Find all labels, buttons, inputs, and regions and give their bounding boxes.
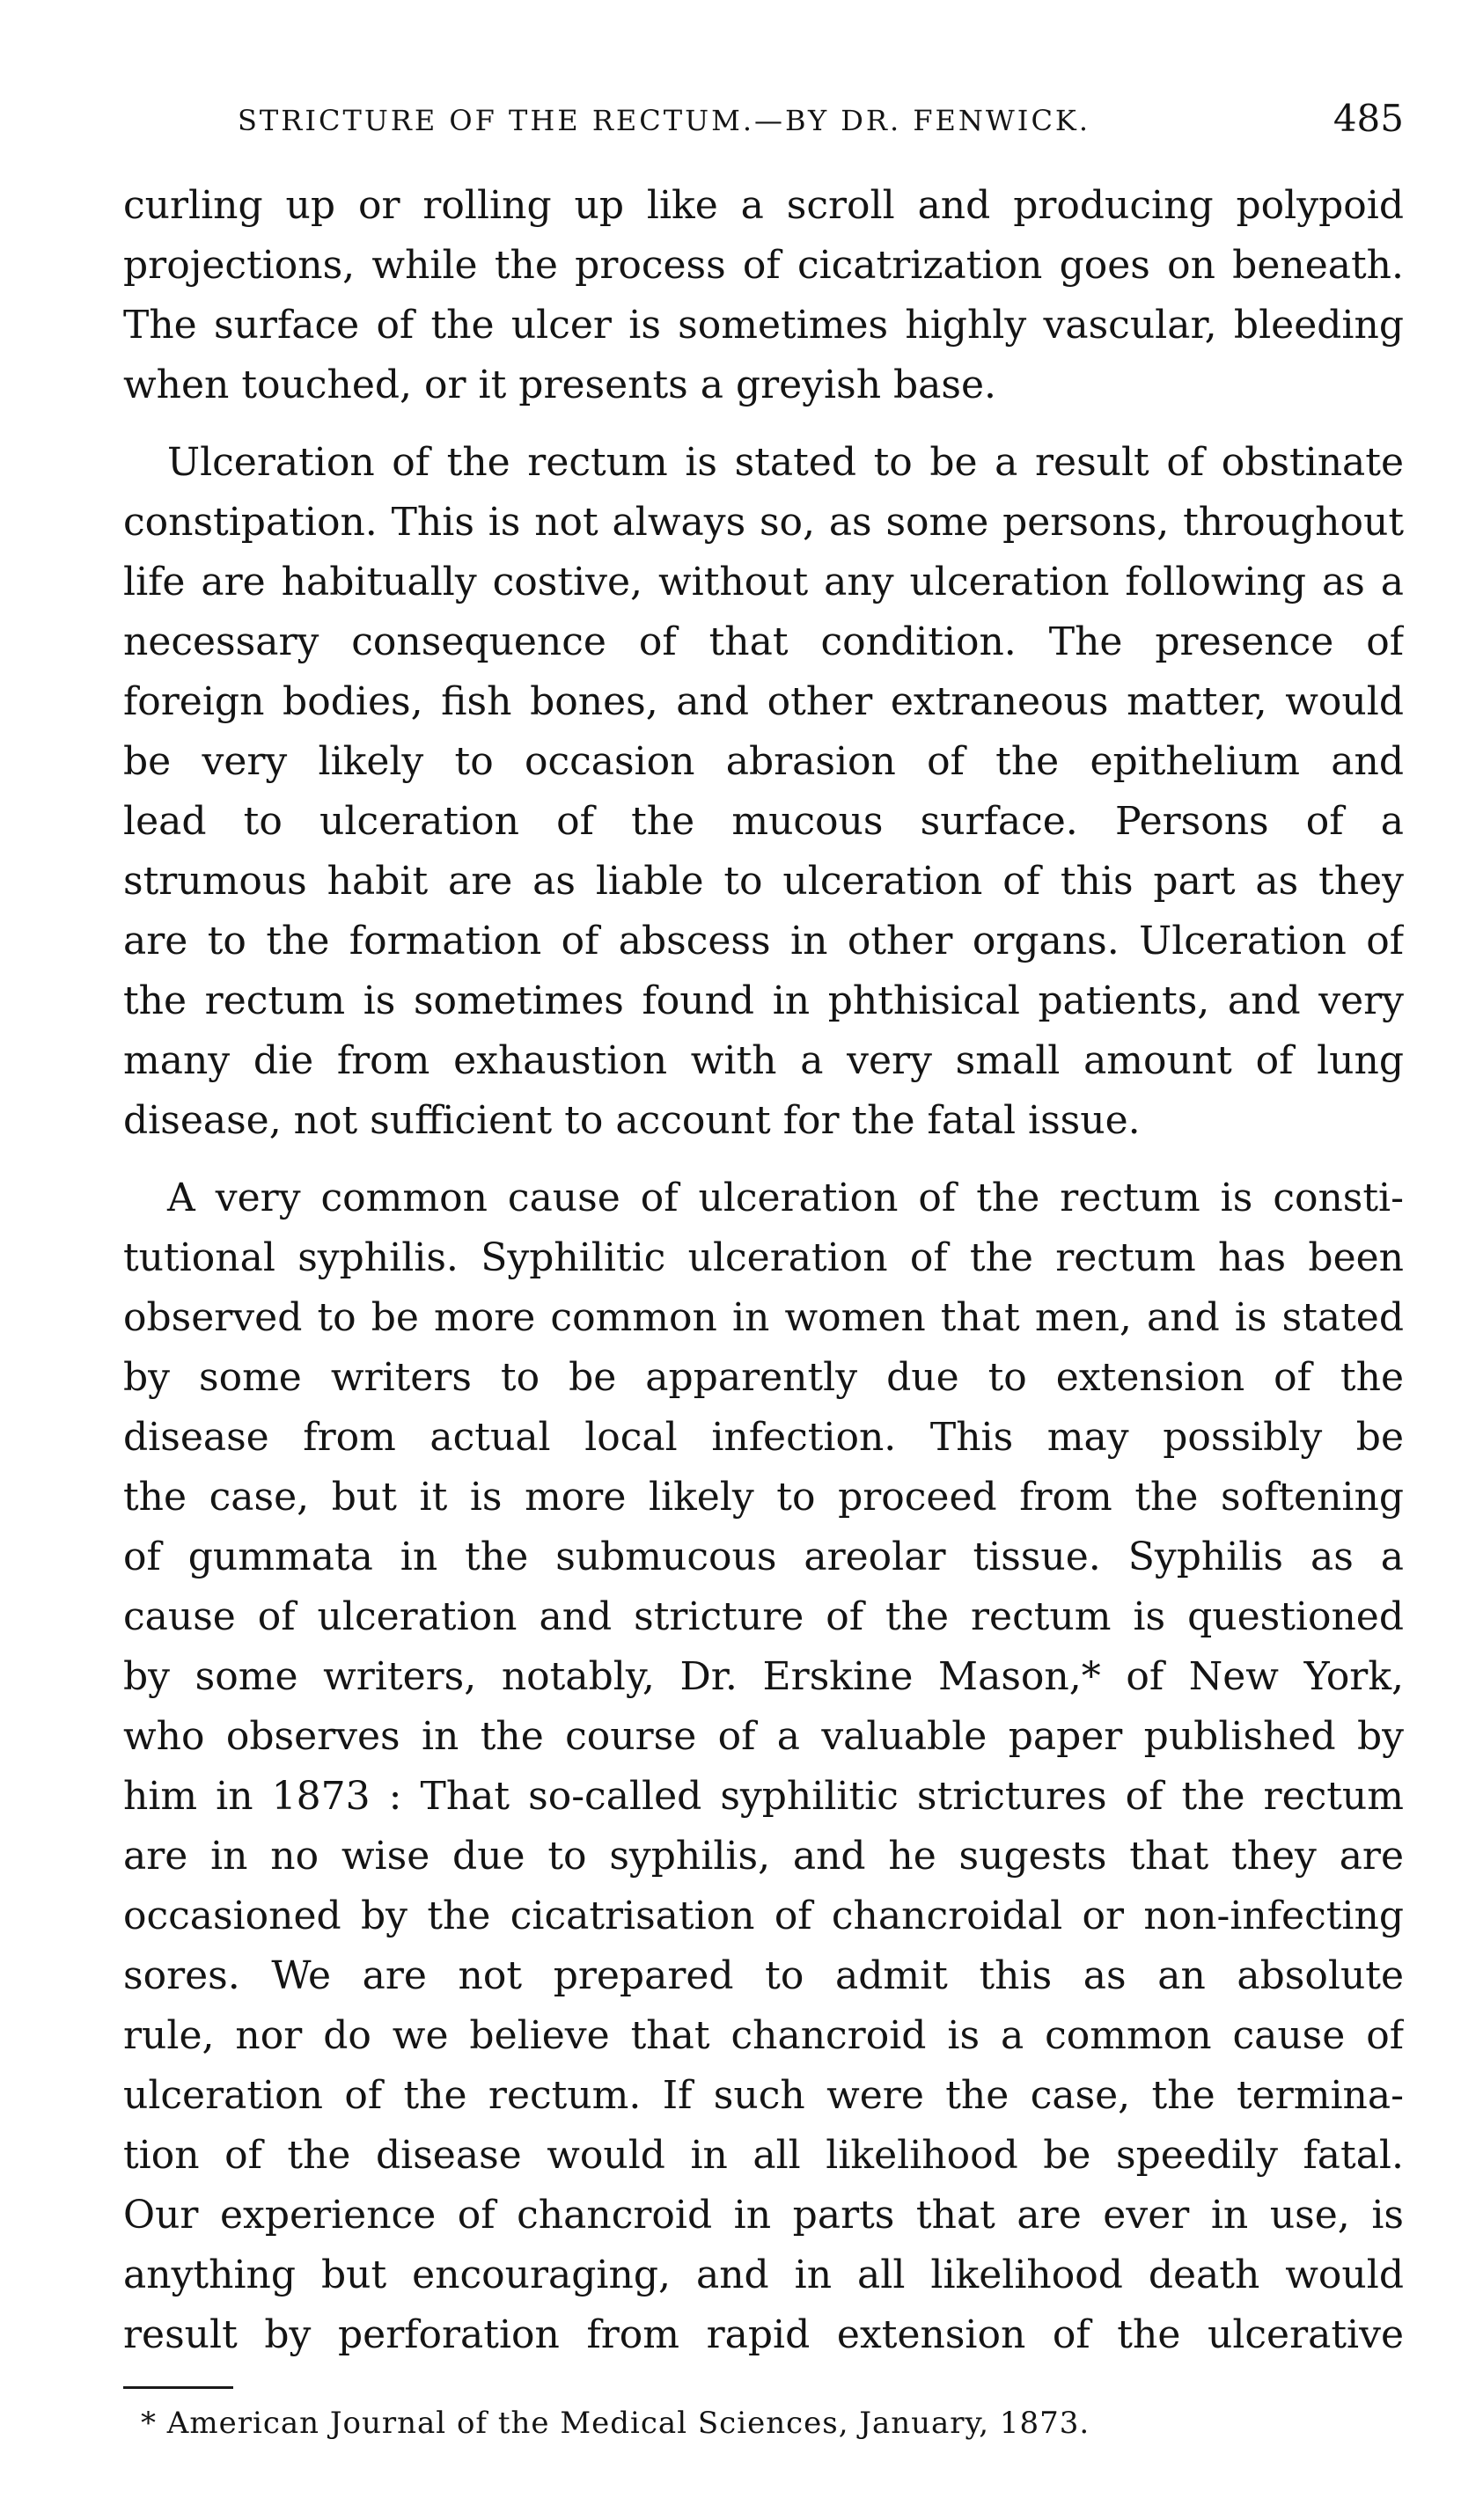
footnote-rule: [123, 2386, 233, 2389]
paragraph-3: [123, 1168, 1404, 2365]
text-line: result by perforation from rapid extension of the ulcerative: [123, 2312, 1404, 2357]
page-number: 485: [1332, 97, 1404, 140]
text-line: cause of ulceration and stricture of the rectum is questioned: [123, 1594, 1404, 1639]
text-line: by some writers, notably, Dr. Erskine Mason,* of New York,: [123, 1654, 1404, 1699]
text-line: of gummata in the submucous areolar tissue. Syphilis as a: [123, 1535, 1404, 1579]
text-line: by some writers to be apparently due to extension of the: [123, 1355, 1404, 1400]
text-line: The surface of the ulcer is sometimes highly vascular, bleeding: [123, 303, 1404, 348]
text-line: when touched, or it presents a greyish base.: [123, 363, 997, 407]
text-line: constipation. This is not always so, as some persons, throughout: [123, 500, 1404, 545]
text-line: curling up or rolling up like a scroll and producing polypoid: [123, 183, 1404, 228]
text-line: life are habitually costive, without any ulceration following as a: [123, 560, 1404, 604]
text-line: Our experience of chancroid in parts that are ever in use, is: [123, 2193, 1404, 2238]
text-line: him in 1873 : That so-called syphilitic strictures of the rectum: [123, 1774, 1404, 1819]
footnote: * American Journal of the Medical Sciences, January, 1873.: [141, 2406, 1090, 2441]
text-line: rule, nor do we believe that chancroid is a common cause of: [123, 2013, 1404, 2058]
text-line: Ulceration of the rectum is stated to be a result of obstinate: [167, 440, 1404, 485]
running-title: STRICTURE OF THE RECTUM.—BY DR. FENWICK.: [238, 104, 1090, 137]
text-line: observed to be more common in women that men, and is stated: [123, 1295, 1404, 1340]
text-line: who observes in the course of a valuable paper published by: [123, 1714, 1404, 1759]
text-line: be very likely to occasion abrasion of the epithelium and: [123, 739, 1404, 784]
text-line: are in no wise due to syphilis, and he sugests that they are: [123, 1834, 1404, 1879]
text-line: strumous habit are as liable to ulceration of this part as they: [123, 859, 1404, 904]
text-line: the rectum is sometimes found in phthisical patients, and very: [123, 978, 1404, 1023]
text-line: many die from exhaustion with a very small amount of lung: [123, 1038, 1404, 1083]
text-line: occasioned by the cicatrisation of chancroidal or non-infecting: [123, 1894, 1404, 1938]
text-line: lead to ulceration of the mucous surface. Persons of a: [123, 799, 1404, 844]
text-line: disease, not sufficient to account for the fatal issue.: [123, 1098, 1141, 1143]
text-line: ulceration of the rectum. If such were the case, the termina-: [123, 2073, 1404, 2118]
paragraph-1: [123, 176, 1404, 415]
text-line: projections, while the process of cicatrization goes on beneath.: [123, 243, 1404, 288]
text-line: necessary consequence of that condition. The presence of: [123, 619, 1404, 664]
running-head: [123, 97, 1404, 150]
body-text: [123, 176, 1404, 2383]
text-line: anything but encouraging, and in all likelihood death would: [123, 2253, 1404, 2297]
text-line: tutional syphilis. Syphilitic ulceration of the rectum has been: [123, 1235, 1404, 1280]
text-line: are to the formation of abscess in other organs. Ulceration of: [123, 919, 1404, 963]
paragraph-2: [123, 433, 1404, 1151]
text-line: tion of the disease would in all likelihood be speedily fatal.: [123, 2133, 1404, 2178]
text-line: A very common cause of ulceration of the rectum is consti-: [167, 1176, 1404, 1220]
text-line: disease from actual local infection. This may possibly be: [123, 1415, 1404, 1460]
text-line: foreign bodies, fish bones, and other extraneous matter, would: [123, 679, 1404, 724]
text-line: the case, but it is more likely to proceed from the softening: [123, 1475, 1404, 1520]
text-line: sores. We are not prepared to admit this as an absolute: [123, 1953, 1404, 1998]
